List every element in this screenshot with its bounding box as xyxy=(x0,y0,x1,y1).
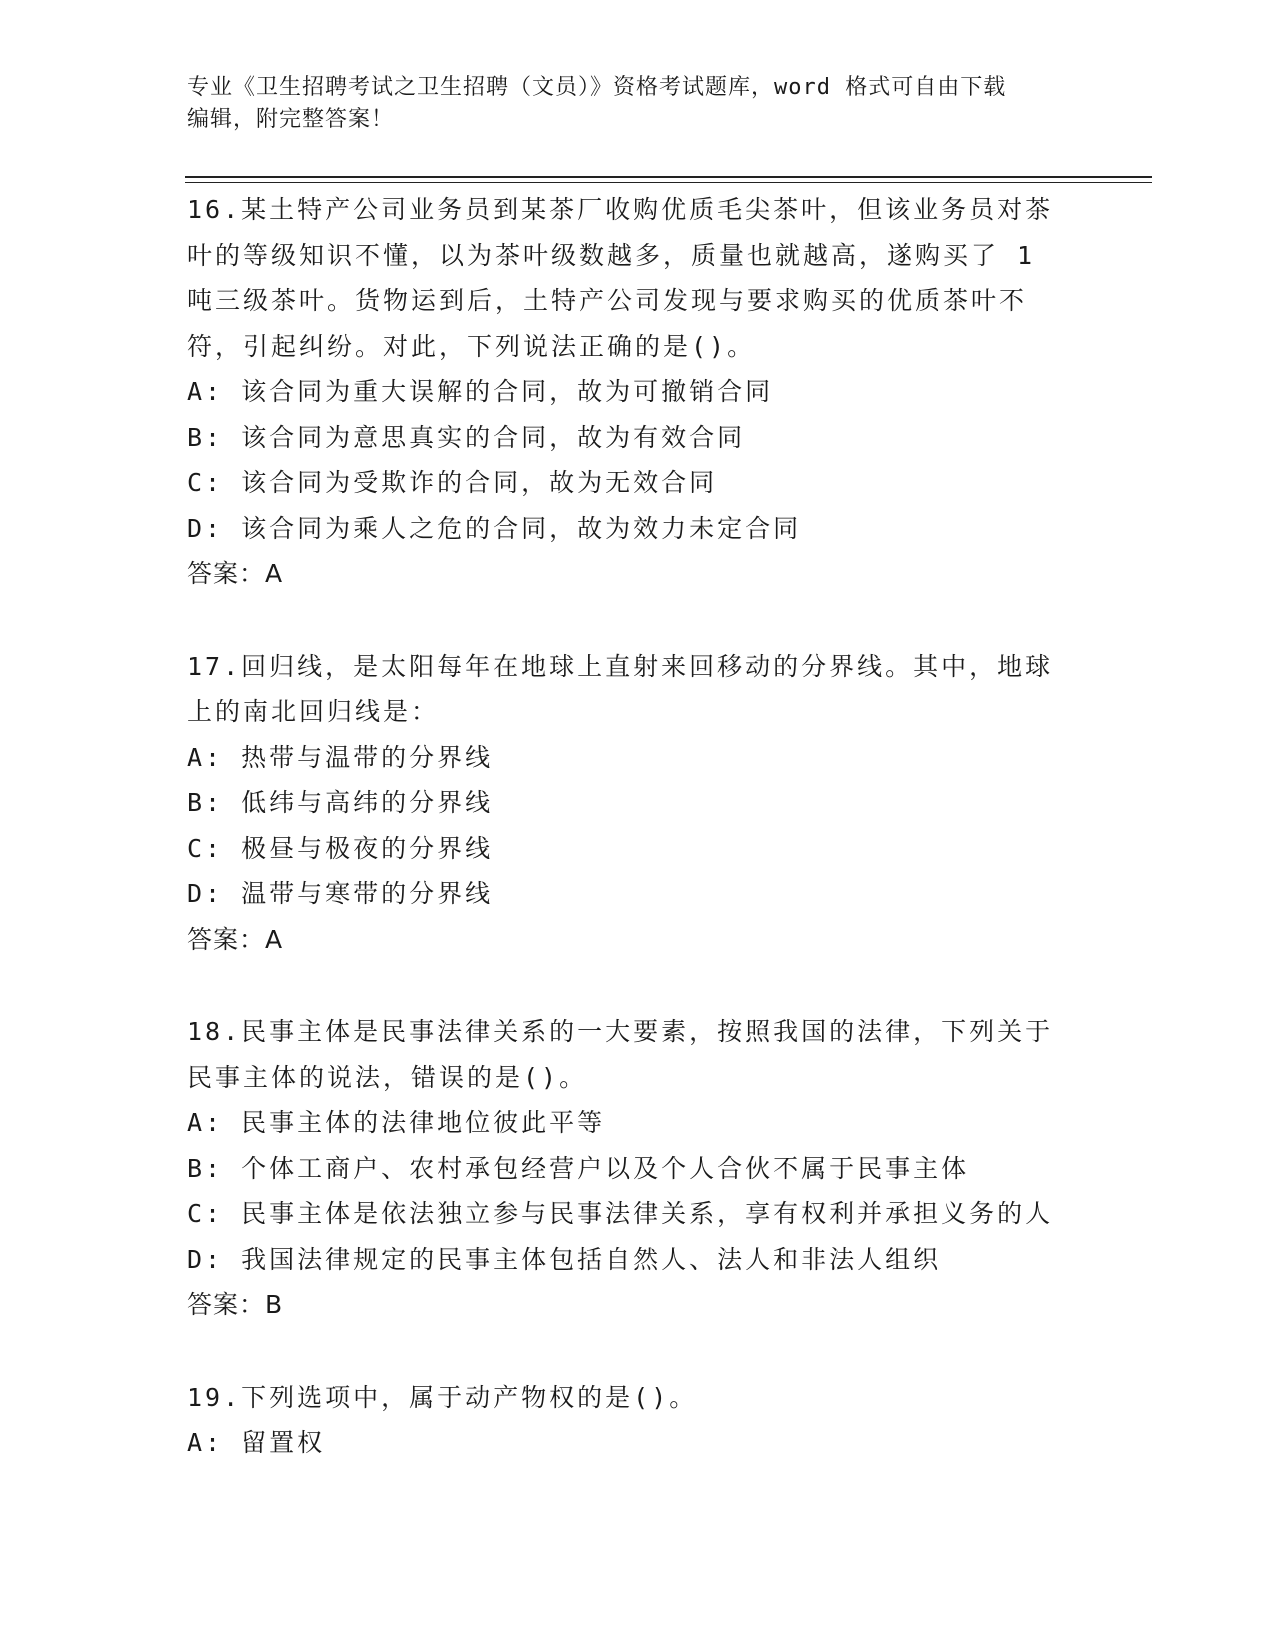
option-b: B: 个体工商户、农村承包经营户以及个人合伙不属于民事主体 xyxy=(187,1153,970,1183)
option-c: C: 该合同为受欺诈的合同，故为无效合同 xyxy=(187,468,718,497)
answer-label: 答案：B xyxy=(187,1290,284,1319)
question-stem-line: 上的南北回归线是： xyxy=(187,697,440,726)
question-stem-line: 19.下列选项中，属于动产物权的是()。 xyxy=(187,1382,698,1412)
option-d: D: 该合同为乘人之危的合同，故为效力未定合同 xyxy=(187,513,802,543)
question-18 xyxy=(187,1009,1087,1328)
option-d: D: 我国法律规定的民事主体包括自然人、法人和非法人组织 xyxy=(187,1244,942,1274)
question-17 xyxy=(187,644,1087,963)
option-c: C: 极昼与极夜的分界线 xyxy=(187,833,494,863)
option-b: B: 该合同为意思真实的合同，故为有效合同 xyxy=(187,422,746,452)
option-a: A: 民事主体的法律地位彼此平等 xyxy=(187,1108,606,1137)
question-stem-line: 17.回归线，是太阳每年在地球上直射来回移动的分界线。其中，地球 xyxy=(187,651,1054,681)
header-divider-thick xyxy=(185,176,1152,178)
header-divider-thin xyxy=(185,182,1152,183)
option-d: D: 温带与寒带的分界线 xyxy=(187,879,494,908)
question-stem-line: 18.民事主体是民事法律关系的一大要素，按照我国的法律，下列关于 xyxy=(187,1017,1054,1046)
question-stem-line: 吨三级茶叶。货物运到后，土特产公司发现与要求购买的优质茶叶不 xyxy=(187,286,1028,315)
option-c: C: 民事主体是依法独立参与民事法律关系，享有权利并承担义务的人 xyxy=(187,1199,1054,1228)
option-b: B: 低纬与高纬的分界线 xyxy=(187,788,494,817)
answer-label: 答案：A xyxy=(187,559,284,588)
document-header xyxy=(187,72,1087,136)
question-stem-line: 叶的等级知识不懂，以为茶叶级数越多，质量也就越高，遂购买了 1 xyxy=(187,240,1036,270)
question-stem-line: 16.某土特产公司业务员到某茶厂收购优质毛尖茶叶，但该业务员对茶 xyxy=(187,195,1054,224)
header-line-1: 专业《卫生招聘考试之卫生招聘（文员）》资格考试题库，word 格式可自由下载 xyxy=(187,75,1007,100)
question-16 xyxy=(187,187,1087,597)
question-stem-line: 民事主体的说法，错误的是()。 xyxy=(187,1062,588,1092)
option-a: A: 热带与温带的分界线 xyxy=(187,742,494,772)
option-a: A: 留置权 xyxy=(187,1428,326,1457)
header-line-2: 编辑，附完整答案！ xyxy=(187,107,395,132)
question-19 xyxy=(187,1375,1087,1466)
question-list xyxy=(187,187,1087,1513)
answer-label: 答案：A xyxy=(187,924,284,954)
question-stem-line: 符，引起纠纷。对此，下列说法正确的是()。 xyxy=(187,331,756,361)
option-a: A: 该合同为重大误解的合同，故为可撤销合同 xyxy=(187,377,774,406)
